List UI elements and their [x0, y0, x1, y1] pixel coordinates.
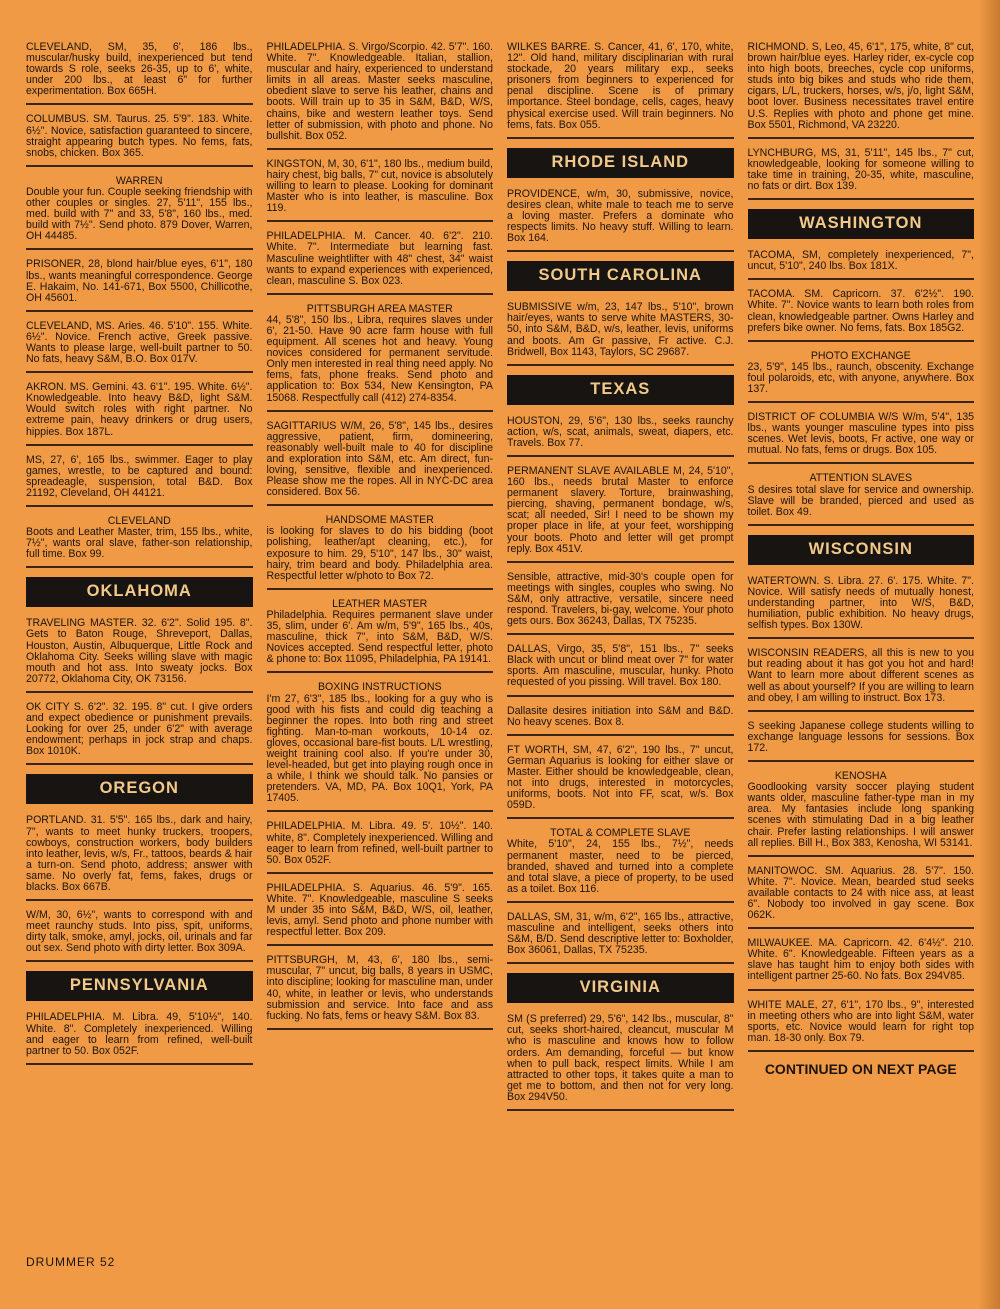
ad-text: PROVIDENCE, w/m, 30, submissive, novice, desires clean, white male to teach me to serve a loving master. Prefers a dominate who respects limits. No heavy stuff. Willing to learn. Box 164. — [507, 187, 734, 245]
ad-text: SAGITTARIUS W/M, 26, 5'8", 145 lbs., desires aggressive, patient, firm, domineering, reasonably well-built male to 40 for discipline and exploration into S&M, etc. Am direct, fun-loving, sensitive, flexible and inexperienced. Please show me the ropes. All in NYC-DC area considered. Box 56. — [266, 419, 493, 499]
ad-text: WISCONSIN READERS, all this is new to you but reading about it has got you hot and hard! Want to learn more about different scenes as well as about yourself? If you are willing to learn and obey, I am willing to instruct. Box 173. — [747, 647, 974, 704]
page-footer: DRUMMER 52 — [26, 1255, 116, 1269]
ad-heading: TOTAL & COMPLETE SLAVE — [550, 827, 691, 840]
ad-heading: WARREN — [115, 174, 163, 187]
ad-text: WATERTOWN. S. Libra. 27. 6'. 175. White. 7". Novice. Will satisfy needs of mutually honest, understanding partner, into W/S, B&D, humiliation, public exhibition. No heavy drugs, selfish types. Box 130W. — [747, 574, 974, 632]
ad-text: PERMANENT SLAVE AVAILABLE M, 24, 5'10", 160 lbs., needs brutal Master to enforce permanent slavery. Torture, brainwashing, piercing, shaving, permanent bondage, w/s, scat; all needed, Sir! I need to be shown my proper place in life, at your feet, worshipping your boots. Photo and letter will get prompt reply. Box 451V. — [507, 464, 734, 555]
ad-text: 23, 5'9", 145 lbs., raunch, obscenity. Exchange foul polaroids, etc, with anyone, anywhere. Box 137. — [747, 360, 974, 395]
classified-ad — [507, 1010, 734, 1111]
classified-ad — [507, 568, 734, 635]
ad-text: Philadelphia. Requires permanent slave under 35, slim, under 6'. Am w/m, 5'9", 165 lbs., 40s, masculine, thick 7", into S&M, B&D, W/S. Novices accepted. Send respectful letter, photo & phone to: Box 11095, Philadelphia, PA 19141. — [266, 608, 493, 666]
ad-heading: PITTSBURGH AREA MASTER — [306, 302, 453, 315]
ad-text: Sensible, attractive, mid-30's couple open for meetings with singles, couples who swing. No S&M, only attractive, versatile, sincere need respond. Travelers, bi-gay, welcome. Your photo gets ours. Box 36243, Dallas, TX 75235. — [507, 570, 734, 628]
classified-ad — [267, 817, 494, 873]
section-header: WISCONSIN — [748, 535, 975, 565]
classified-ad — [748, 285, 975, 341]
ad-text: S desires total slave for service and ownership. Slave will be branded, pierced and used as toilet. Box 49. — [747, 483, 974, 518]
ad-text: PHILADELPHIA. M. Cancer. 40. 6'2". 210. White. 7". Intermediate but learning fast. Masculine weightlifter with 48" chest, 34" waist wants to expand experiences with experienced, clean, masculine S. Box 023. — [266, 230, 493, 287]
ad-heading: KENOSHA — [834, 770, 887, 783]
ad-text: MANITOWOC. SM. Aquarius. 28. 5'7". 150. White. 7". Novice. Mean, bearded stud seeks available contacts to 24 with nice ass, at least 6". Nobody too involved in gay scene. Box 062K. — [747, 864, 974, 922]
classified-ad — [26, 1008, 253, 1064]
ad-text: PRISONER, 28, blond hair/blue eyes, 6'1", 180 lbs., wants meaningful correspondence. George E. Hakaim, No. 141-671, Box 5500, Chillicothe, OH 45601. — [26, 258, 253, 304]
ad-text: W/M, 30, 6½", wants to correspond with and meet raunchy studs. Into piss, spit, uniforms, dirty talk, smoke, amyl, jocks, oil, urinals and far out sex. Send photo with dirty letter. Box 309A. — [26, 909, 253, 955]
classified-ad — [748, 717, 975, 762]
ad-text: PHILADELPHIA. S. Virgo/Scorpio. 42. 5'7". 160. White. 7". Knowledgeable. Italian, stallion, muscular and hairy, experienced to understand limits in all areas. Master seeks masculine, obedient slave to serve his leather, chains and boots. Will train up to 35 in S&M, B&D, W/S, chains, bike and western leather toys. Send letter of submission, with photo and phone. No bullshit. Box 052. — [266, 41, 493, 142]
classifieds-page — [26, 38, 974, 1263]
ad-text: Goodlooking varsity soccer playing student wants older, masculine father-type man in my area. My fantasies include long spanking scenes with stimulating Dad in a big leather chair. Prefer lasting relationships. I will answer all replies. Bill H., Box 383, Kenosha, WI 53141. — [747, 781, 974, 849]
classified-ad — [267, 38, 494, 150]
section-header: VIRGINIA — [507, 973, 734, 1003]
classified-ad — [26, 698, 253, 765]
classified-ad — [748, 862, 975, 929]
classified-ad — [748, 38, 975, 139]
classified-ad — [748, 767, 975, 857]
ad-text: CLEVELAND, MS. Aries. 46. 5'10". 155. White. 6½". Novice. French active, Greek passive. Wants to please large, well-built partner to 50. No fats, heavy S&M, B.O. Box 017V. — [26, 319, 253, 366]
ad-text: SM (S preferred) 29, 5'6", 142 lbs., muscular, 8" cut, seeks short-haired, cleancut, muscular M who is masculine and knows how to follow orders. Am demanding, forceful — but know when to pull back, respect limits. While I am attracted to other tops, it takes quite a man to get me to bottom, and then not for very long. Box 294V50. — [507, 1013, 734, 1103]
classified-ad — [267, 951, 494, 1030]
classified-ad — [507, 702, 734, 736]
ad-text: WILKES BARRE. S. Cancer, 41, 6', 170, white, 12". Old hand, military disciplinarian with rural stockade, 20 years military exp., seeks prisoners from beginners to experienced for penal discipline. Scene is of primary importance. Steel bondage, cells, cages, heavy physical exercise used. Will train beginners. No fems, fats. Box 055. — [507, 41, 734, 131]
classified-ad — [267, 300, 494, 412]
classified-ad — [507, 824, 734, 903]
ad-text: Dallasite desires initiation into S&M and B&D. No heavy scenes. Box 8. — [507, 704, 734, 728]
classified-ad — [26, 110, 253, 166]
classified-ad — [267, 678, 494, 812]
ad-heading: PHOTO EXCHANGE — [810, 349, 911, 362]
ad-text: TACOMA, SM, completely inexperienced, 7", uncut, 5'10", 240 lbs. Box 181X. — [747, 249, 974, 273]
classified-ad — [507, 412, 734, 457]
classified-ad — [507, 462, 734, 563]
column-2 — [267, 38, 494, 1263]
ad-text: DALLAS, Virgo, 35, 5'8", 151 lbs., 7" seeks Black with uncut or blind meat over 7" for water sports. Am masculine, muscular, hunky. Photo requested of you pissing. Will travel. Box 180. — [507, 643, 734, 689]
classified-ad — [748, 246, 975, 280]
ad-text: DISTRICT OF COLUMBIA W/S W/m, 5'4", 135 lbs., wants younger masculine types into piss scenes. Wet levis, boots, Fr active, one way or mutual. No fats, fems or drugs. Box 105. — [747, 411, 974, 457]
classified-ad — [26, 38, 253, 105]
ad-text: PORTLAND. 31. 5'5". 165 lbs., dark and hairy, 7", wants to meet hunky truckers, troopers, cowboys, construction workers, body builders into leather, levis, w/s, Fr., tattoos, beards & hair a turn-on. Send photo, address; answer with same. No overly fat, fems, fakes, drugs or blacks. Box 667B. — [26, 814, 253, 893]
ad-heading: CLEVELAND — [107, 515, 171, 527]
ad-text: HOUSTON, 29, 5'6", 130 lbs., seeks raunchy action, w/s, scat, animals, sweat, diapers, etc. Travels. Box 77. — [507, 414, 734, 449]
classified-ad — [748, 144, 975, 200]
ad-text: COLUMBUS. SM. Taurus. 25. 5'9". 183. White. 6½". Novice, satisfaction guaranteed to sincere, straight appearing butch types. No fems, fats, snobs, chicken. Box 365. — [26, 113, 253, 159]
ad-text: TRAVELING MASTER. 32. 6'2". Solid 195. 8". Gets to Baton Rouge, Shreveport, Dallas, Houston, Austin, Albuquerque, Little Rock and Oklahoma City. Seeks willing slave with magic mouth and hot ass. Into sweaty jocks. Box 20772, Oklahoma City, OK 73156. — [26, 617, 253, 685]
page-edge-shadow — [978, 0, 1000, 1309]
classified-ad — [267, 595, 494, 674]
classified-ad — [507, 640, 734, 696]
ad-text: OK CITY S. 6'2". 32. 195. 8" cut. I give orders and expect obedience or punishment prevails. Looking for over 25, under 6'2" with average endowment; perhaps in jock strap and chaps. Box 1010K. — [26, 700, 253, 758]
classified-ad — [26, 451, 253, 507]
section-header: TEXAS — [507, 375, 734, 405]
ad-text: Boots and Leather Master, trim, 155 lbs., white, 7½", wants oral slave, father-son relationship, full time. Box 99. — [26, 526, 253, 561]
section-header: SOUTH CAROLINA — [507, 261, 734, 291]
column-1 — [26, 38, 253, 1263]
classified-ad — [507, 298, 734, 365]
classified-ad — [26, 255, 253, 311]
classified-ad — [267, 227, 494, 294]
ad-heading: BOXING INSTRUCTIONS — [317, 681, 442, 694]
section-header: WASHINGTON — [748, 209, 975, 239]
ad-text: LYNCHBURG, MS, 31, 5'11", 145 lbs., 7" cut, knowledgeable, looking for someone willing to take time in training, 20-35, white, masculine, no fats or dirt. Box 139. — [747, 146, 974, 193]
section-header: OKLAHOMA — [26, 577, 253, 607]
ad-text: PHILADELPHIA. S. Aquarius. 46. 5'9". 165. White. 7". Knowledgeable, masculine S seeks M under 35 into S&M, B&D, W/S, oil, leather, levis, amyl. Send photo and phone number with respectful letter. Box 209. — [266, 881, 493, 939]
ad-text: CLEVELAND, SM, 35, 6', 186 lbs., muscular/husky build, inexperienced but tend towards S role, seeks 26-35, up to 6', white, under 200 lbs., at least 6" for further experimentation. Box 665H. — [26, 41, 253, 98]
continued-note: CONTINUED ON NEXT PAGE — [764, 1060, 957, 1077]
classified-ad — [26, 512, 253, 568]
classified-ad — [267, 155, 494, 222]
classified-ad — [26, 906, 253, 962]
ad-text: PITTSBURGH, M, 43, 6', 180 lbs., semi-muscular, 7" uncut, big balls, 8 years in USMC, into discipline; looking for masculine man, under 40, white, in leather or levis, who understands submission and service. Into face and ass fucking. No fats, fems or heavy S&M. Box 83. — [266, 954, 493, 1022]
classified-ad — [26, 378, 253, 445]
section-header: RHODE ISLAND — [507, 148, 734, 178]
ad-text: is looking for slaves to do his bidding (boot polishing, leather/apt cleaning, etc.), for exposure to him. 29, 5'10", 147 lbs., 30" waist, hairy, trim beard and body. Philadelphia area. Respectful letter w/photo to Box 72. — [266, 525, 493, 582]
ad-text: PHILADELPHIA. M. Libra. 49. 5'. 10½". 140. white, 8". Completely inexperienced. Willing and eager to learn from refined, well-built partner to 50. Box 052F. — [266, 820, 493, 866]
ad-heading: HANDSOME MASTER — [325, 514, 434, 527]
classified-ad — [748, 469, 975, 525]
ad-text: 44, 5'8", 150 lbs., Libra, requires slaves under 6', 21-50. Have 90 acre farm house with full equipment. All scenes hot and heavy. Young novices considered for permanent servitude. Only men interested in real thing need apply. No fems, fats, phone freaks. Send photo and application to: Box 534, New Kensington, PA 15068. Respectfully call (412) 274-8354. — [266, 313, 493, 404]
classified-ad — [507, 38, 734, 139]
ad-text: AKRON. MS. Gemini. 43. 6'1". 195. White. 6½". Knowledgeable. Into heavy B&D, light S&M. Would switch roles with right partner. No extreme pain, heavy drinkers or drug users, hippies. Box 187L. — [26, 381, 253, 438]
ad-text: Double your fun. Couple seeking friendship with other couples or singles. 27, 5'11", 155 lbs., med. build with 7" and 33, 5'8", 160 lbs., med. build with 7½". Send photo. 879 Dover, Warren, OH 44485. — [26, 185, 253, 243]
classified-ad — [26, 614, 253, 693]
ad-text: MS, 27, 6', 165 lbs., swimmer. Eager to play games, wrestle, to be captured and bound: spreadeagle, suspension, total B&D. Box 21192, Cleveland, OH 44121. — [26, 453, 253, 499]
ad-text: SUBMISSIVE w/m, 23, 147 lbs., 5'10", brown hair/eyes, wants to serve white MASTERS, 30-50, into S&M, B&D, w/s, leather, levis, uniforms and boots. Am Gr passive, Fr active. C.J. Bridwell, Box 1143, Taylors, SC 29687. — [507, 301, 734, 358]
ad-text: PHILADELPHIA. M. Libra. 49, 5'10½", 140. White. 8". Completely inexperienced. Willing and eager to learn from refined, well-built partner to 50. Box 052F. — [26, 1011, 253, 1057]
classified-ad — [748, 347, 975, 403]
classified-ad — [507, 185, 734, 252]
classified-ad — [267, 879, 494, 946]
classified-ad — [507, 908, 734, 964]
classified-ad — [507, 741, 734, 820]
ad-text: KINGSTON, M, 30, 6'1", 180 lbs., medium build, hairy chest, big balls, 7" cut, novice is absolutely willing to learn to please. Looking for dominant Master who is into leather, is masculine. Box 119. — [266, 157, 493, 215]
section-header: OREGON — [26, 774, 253, 804]
classified-ad — [26, 811, 253, 901]
classified-ad — [748, 644, 975, 711]
ad-text: FT WORTH, SM, 47, 6'2", 190 lbs., 7" uncut, German Aquarius is looking for either slave or Master. Either should be knowledgeable, clean, not into drugs, interested in motorcycles, uniforms, boots. Not into FF, scat, w/s. Box 059D. — [507, 743, 734, 812]
ad-text: WHITE MALE, 27, 6'1", 170 lbs., 9", interested in meeting others who are into light S&M, water sports, etc. Novice would learn for right top man. 18-30 only. Box 79. — [747, 998, 974, 1044]
ad-text: I'm 27, 6'3", 185 lbs., looking for a guy who is good with his fists and could dig teaching a beginner the ropes. Into both ring and street fighting. Man-to-man workouts, 10-14 oz. gloves, occasional bare-fist bouts. L/L wrestling, weight training cool also. If you're under 30, level-headed, but get into playing rough once in a while, I think we should talk. No pansies or pretenders. VA, MD, PA. Box 10Q1, York, PA 17405. — [266, 692, 493, 805]
ad-text: RICHMOND. S, Leo, 45, 6'1", 175, white, 8" cut, brown hair/blue eyes. Harley rider, ex-cycle cop into high boots, breeches, cycle cop uniforms, studs into big bikes and studs who ride them, cigars, L/L, truckers, horses, w/s, j/o, light S&M, boot lover. Business necessitates travel entire U.S. Replies with photo and phone get mine. Box 5501, Richmond, VA 23220. — [747, 41, 974, 131]
ad-heading: LEATHER MASTER — [332, 597, 428, 610]
ad-text: S seeking Japanese college students willing to exchange language lessons for sessions. Box 172. — [747, 719, 974, 754]
column-4 — [748, 38, 975, 1263]
classified-ad — [748, 408, 975, 464]
classified-ad — [26, 317, 253, 373]
section-header: PENNSYLVANIA — [26, 971, 253, 1001]
ad-text: DALLAS, SM, 31, w/m, 6'2", 165 lbs., attractive, masculine and intelligent, seeks others into S&M, B/D. Send descriptive letter to: Boxholder, Box 36061, Dallas, TX 75235. — [507, 910, 734, 957]
ad-text: White, 5'10", 24, 155 lbs., 7½", needs permanent master, need to be pierced, branded, shaved and turned into a complete and total slave, a piece of property, to be used as a toilet. Box 116. — [507, 838, 734, 895]
classified-ad — [267, 511, 494, 590]
classified-ad — [267, 417, 494, 507]
ad-text: TACOMA. SM. Capricorn. 37. 6'2½". 190. White. 7". Novice wants to learn both roles from clean, knowledgeable partner. Owns Harley and prefers bike owner. No fems, fats. Box 185G2. — [747, 288, 974, 334]
classified-ad — [748, 572, 975, 639]
ad-heading: ATTENTION SLAVES — [809, 472, 913, 485]
classified-ad — [748, 996, 975, 1052]
column-3 — [507, 38, 734, 1263]
classified-ad — [26, 172, 253, 251]
classified-ad — [748, 934, 975, 990]
ad-text: MILWAUKEE. MA. Capricorn. 42. 6'4½". 210. White. 6". Knowledgeable. Fifteen years as a slave has taught him to enjoy both sides with intelligent partner 25-60. No fats. Box 294V85. — [747, 937, 974, 983]
